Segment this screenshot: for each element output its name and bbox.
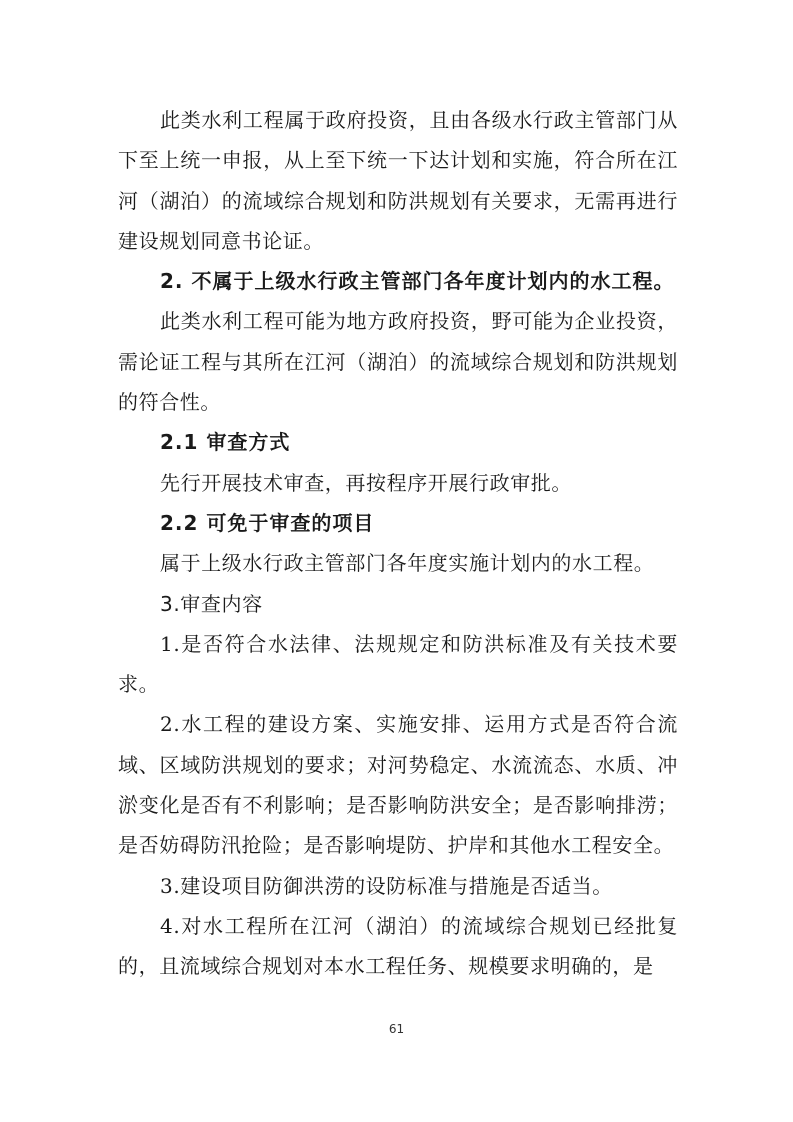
subsection-heading: 2.1 审查方式	[160, 430, 291, 455]
subsection-heading: 2.2 可免于审查的项目	[160, 510, 375, 535]
list-item: 3.建设项目防御洪涝的设防标准与措施是否适当。	[160, 873, 613, 898]
document-body	[118, 100, 678, 987]
page-number: 61	[388, 1022, 405, 1036]
list-item: 1.是否符合水法律、法规规定和防洪标准及有关技术要求。	[118, 631, 678, 697]
section-heading: 3.审查内容	[160, 591, 263, 616]
paragraph: 先行开展技术审查，再按程序开展行政审批。	[160, 470, 572, 495]
section-heading: 2. 不属于上级水行政主管部门各年度计划内的水工程。	[160, 269, 675, 294]
paragraph: 此类水利工程可能为地方政府投资，野可能为企业投资，需论证工程与其所在江河（湖泊）的流域综合规划和防洪规划的符合性。	[118, 309, 678, 415]
list-item: 2.水工程的建设方案、实施安排、运用方式是否符合流域、区域防洪规划的要求；对河势稳定、水流流态、水质、冲淤变化是否有不利影响；是否影响防洪安全；是否影响排涝；是否妨碍防汛抢险；是否影响堤防、护岸和其他水工程安全。	[118, 712, 678, 858]
paragraph: 属于上级水行政主管部门各年度实施计划内的水工程。	[160, 551, 655, 576]
paragraph: 此类水利工程属于政府投资，且由各级水行政主管部门从下至上统一申报，从上至下统一下达计划和实施，符合所在江河（湖泊）的流域综合规划和防洪规划有关要求，无需再进行建设规划同意书论证。	[118, 108, 678, 253]
list-item: 4.对水工程所在江河（湖泊）的流域综合规划已经批复的，且流域综合规划对本水工程任务、规模要求明确的，是	[118, 913, 678, 979]
